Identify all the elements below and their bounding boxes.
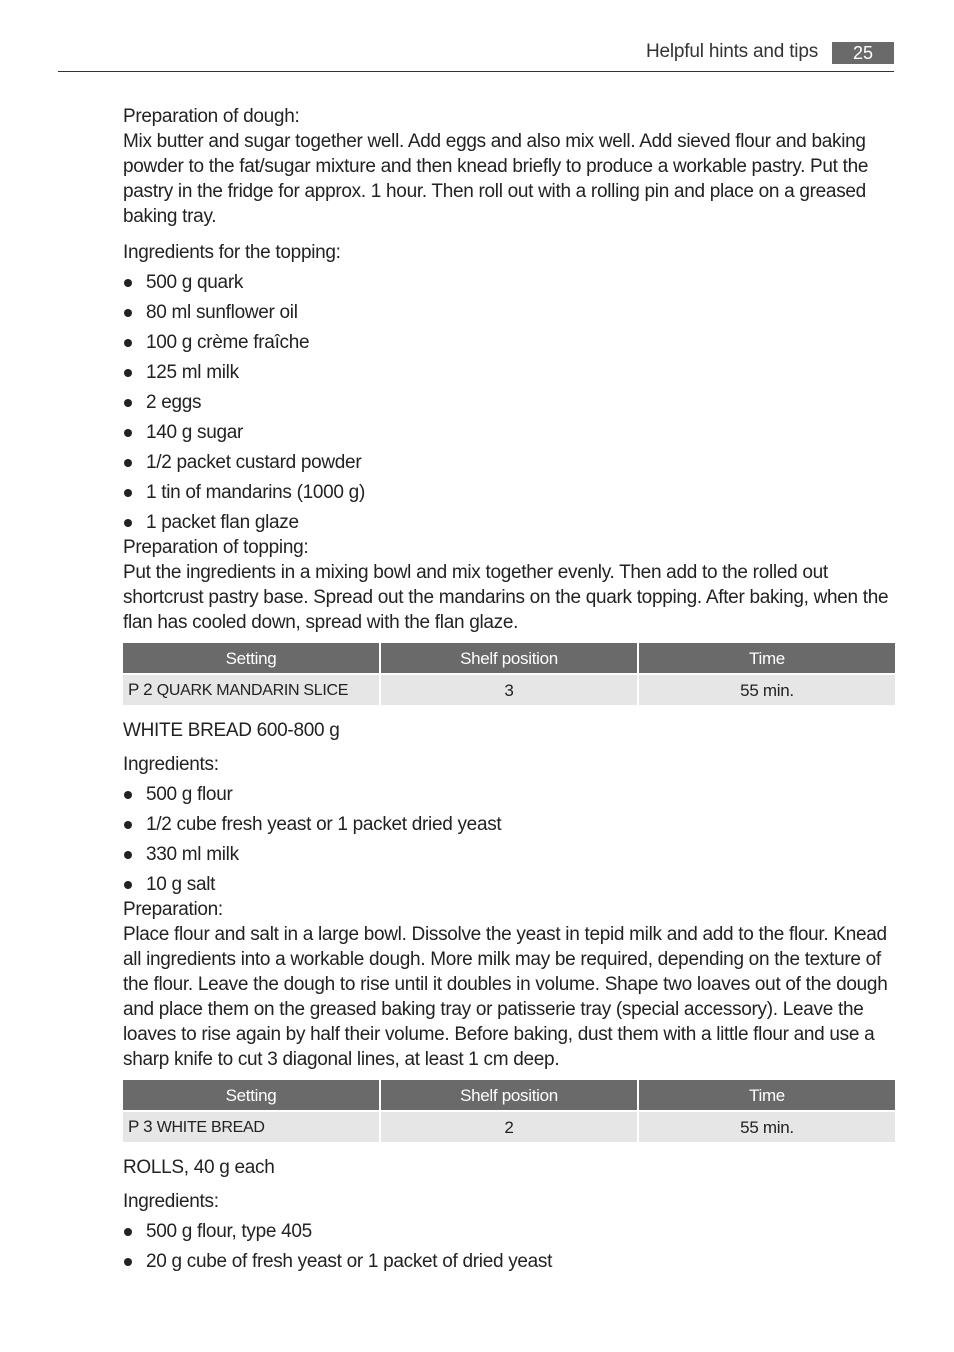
- list-item-text: 100 g crème fraîche: [146, 332, 310, 353]
- list-item: [123, 390, 898, 420]
- prep-dough-heading: Preparation of dough:: [123, 106, 300, 127]
- time-cell: 55 min.: [639, 1112, 895, 1142]
- list-item-text: 125 ml milk: [146, 362, 239, 383]
- column-header-time: Time: [639, 643, 895, 673]
- bullet-icon: [124, 399, 132, 407]
- white-bread-ingredients-list: [123, 782, 898, 897]
- list-item: [123, 300, 898, 330]
- list-item-text: 500 g flour: [146, 784, 233, 805]
- list-item: [123, 480, 898, 510]
- page-header: [58, 38, 894, 72]
- settings-table-white-bread: [121, 1078, 897, 1144]
- list-item-text: 1/2 cube fresh yeast or 1 packet dried yeast: [146, 814, 502, 835]
- list-item-text: 1/2 packet custard powder: [146, 452, 362, 473]
- list-item: [123, 330, 898, 360]
- bullet-icon: [124, 851, 132, 859]
- list-item-text: 500 g quark: [146, 272, 244, 293]
- shelf-cell: 3: [381, 675, 637, 705]
- list-item: [123, 270, 898, 300]
- header-title: Helpful hints and tips: [646, 41, 818, 62]
- bullet-icon: [124, 1258, 132, 1266]
- bullet-icon: [124, 429, 132, 437]
- shelf-cell: 2: [381, 1112, 637, 1142]
- bullet-icon: [124, 791, 132, 799]
- table-header-row: [123, 1080, 895, 1110]
- list-item-text: 2 eggs: [146, 392, 202, 413]
- column-header-time: Time: [639, 1080, 895, 1110]
- prep-topping-text: Put the ingredients in a mixing bowl and mix together evenly. Then add to the rolled out shortcrust pastry base. Spread out the mandarins on the quark topping. After baking, when the flan has cooled down, spread with the flan glaze.: [123, 562, 889, 633]
- time-cell: 55 min.: [639, 675, 895, 705]
- list-item-text: 80 ml sunflower oil: [146, 302, 298, 323]
- list-item-text: 1 packet flan glaze: [146, 512, 299, 533]
- list-item: [123, 420, 898, 450]
- list-item: [123, 1249, 898, 1274]
- column-header-setting: Setting: [123, 1080, 379, 1110]
- bullet-icon: [124, 309, 132, 317]
- table-row: [123, 675, 895, 705]
- list-item-text: 330 ml milk: [146, 844, 239, 865]
- bullet-icon: [124, 881, 132, 889]
- white-bread-title: WHITE BREAD 600-800 g: [123, 720, 340, 741]
- list-item: [123, 1219, 898, 1249]
- prep-topping-heading: Preparation of topping:: [123, 537, 309, 558]
- list-item-text: 140 g sugar: [146, 422, 244, 443]
- setting-cell: [123, 675, 379, 705]
- list-item-text: 10 g salt: [146, 874, 216, 895]
- program-name: QUARK MANDARIN SLICE: [156, 682, 349, 699]
- list-item: [123, 872, 898, 897]
- rolls-ingredients-heading: Ingredients:: [123, 1191, 219, 1212]
- white-bread-prep-text: Place flour and salt in a large bowl. Dissolve the yeast in tepid milk and add to the flour. Knead all ingredients into a workable dough. More milk may be required, depending on the texture of the flour. Leave the dough to rise until it doubles in volume. Shape two loaves out of the dough and place them on the greased baking tray or patisserie tray (special accessory). Leave the loaves to rise again by half their volume. Before baking, dust them with a little flour and use a sharp knife to cut 3 diagonal lines, at least 1 cm deep.: [123, 924, 888, 1070]
- bullet-icon: [124, 821, 132, 829]
- white-bread-prep-heading: Preparation:: [123, 899, 223, 920]
- program-code: P 3: [128, 1117, 153, 1136]
- list-item: [123, 450, 898, 480]
- bullet-icon: [124, 279, 132, 287]
- prep-dough-text: Mix butter and sugar together well. Add eggs and also mix well. Add sieved flour and baking powder to the fat/sugar mixture and then knead briefly to produce a workable pastry. Put the pastry in the fridge for approx. 1 hour. Then roll out with a rolling pin and place on a greased baking tray.: [123, 131, 869, 227]
- bullet-icon: [124, 519, 132, 527]
- bullet-icon: [124, 459, 132, 467]
- table-header-row: [123, 643, 895, 673]
- bullet-icon: [124, 369, 132, 377]
- rolls-ingredients-list: [123, 1219, 898, 1274]
- white-bread-ingredients-heading: Ingredients:: [123, 754, 219, 775]
- list-item: [123, 782, 898, 812]
- list-item: [123, 842, 898, 872]
- column-header-shelf: Shelf position: [381, 643, 637, 673]
- bullet-icon: [124, 339, 132, 347]
- rolls-title: ROLLS, 40 g each: [123, 1157, 275, 1178]
- list-item-text: 500 g flour, type 405: [146, 1221, 312, 1242]
- topping-heading: Ingredients for the topping:: [123, 242, 341, 263]
- table-row: [123, 1112, 895, 1142]
- list-item-text: 1 tin of mandarins (1000 g): [146, 482, 365, 503]
- page-content: [123, 104, 898, 1274]
- topping-list: [123, 270, 898, 535]
- bullet-icon: [124, 489, 132, 497]
- column-header-shelf: Shelf position: [381, 1080, 637, 1110]
- list-item: [123, 510, 898, 535]
- program-code: P 2: [128, 680, 153, 699]
- column-header-setting: Setting: [123, 643, 379, 673]
- page-number: 25: [832, 42, 894, 64]
- list-item-text: 20 g cube of fresh yeast or 1 packet of dried yeast: [146, 1251, 553, 1272]
- program-name: WHITE BREAD: [156, 1119, 265, 1136]
- setting-cell: [123, 1112, 379, 1142]
- list-item: [123, 360, 898, 390]
- list-item: [123, 812, 898, 842]
- settings-table-quark-slice: [121, 641, 897, 707]
- bullet-icon: [124, 1228, 132, 1236]
